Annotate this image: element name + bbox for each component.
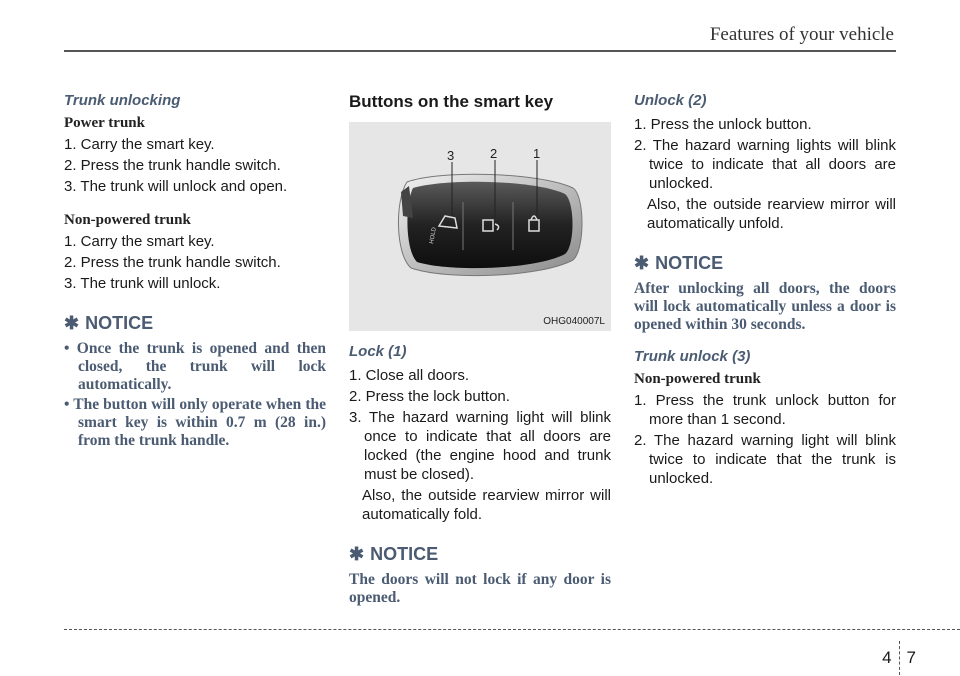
notice-star-icon: ✱ [634, 253, 650, 273]
nonpower-step-3: 3. The trunk will unlock. [64, 275, 221, 292]
smart-key-buttons-heading: Buttons on the smart key [349, 92, 554, 111]
trunk-step-1: 1. Press the trunk unlock button for more than 1 second. [634, 392, 896, 428]
smart-key-figure [349, 122, 611, 331]
lock-heading: Lock (1) [349, 343, 407, 360]
notice-heading [64, 313, 326, 334]
unlock-extra-text: Also, the outside rearview mirror will automatically unfold. [647, 196, 896, 232]
unlock-step-1: 1. Press the unlock button. [634, 116, 812, 133]
lock-step-3: 3. The hazard warning light will blink once to indicate that all doors are locked (the engine hood and trunk must be closed). [349, 409, 611, 483]
notice-bullet-2: • The button will only operate when the smart key is within 0.7 m (28 in.) from the trunk handle. [64, 396, 326, 449]
notice-text: The doors will not lock if any door is opened. [349, 571, 611, 606]
notice-bullet-1: • Once the trunk is opened and then closed, the trunk will lock automatically. [64, 340, 326, 393]
header-rule [64, 50, 896, 52]
lock-step-2: 2. Press the lock button. [349, 388, 510, 405]
nonpower-step-1: 1. Carry the smart key. [64, 233, 215, 250]
trunk-step-2: 2. The hazard warning light will blink twice to indicate that the trunk is unlocked. [634, 432, 896, 487]
notice-star-icon: ✱ [64, 313, 80, 333]
footer-dashed-rule [64, 629, 960, 630]
lock-extra-text: Also, the outside rearview mirror will automatically fold. [362, 487, 611, 523]
trunk-unlocking-heading: Trunk unlocking [64, 92, 181, 109]
page-number-value: 7 [906, 648, 916, 667]
notice-title: NOTICE [85, 313, 154, 333]
notice-text: After unlocking all doors, the doors will lock automatically unless a door is opened within 30 seconds. [634, 280, 896, 333]
notice-title: NOTICE [655, 253, 724, 273]
smart-key-illustration [349, 122, 611, 331]
page-number-separator [899, 641, 900, 675]
column-unlock [634, 92, 896, 490]
nonpower-step-2: 2. Press the trunk handle switch. [64, 254, 281, 271]
page-header-title: Features of your vehicle [709, 24, 894, 45]
callout-1: 1 [533, 146, 541, 161]
power-step-1: 1. Carry the smart key. [64, 136, 215, 153]
lock-step-1: 1. Close all doors. [349, 367, 470, 384]
nonpower-trunk-label: Non-powered trunk [64, 212, 191, 228]
power-step-3: 3. The trunk will unlock and open. [64, 178, 288, 195]
hold-label: HOLD [429, 226, 438, 245]
notice-title: NOTICE [370, 544, 439, 564]
power-trunk-label: Power trunk [64, 115, 145, 131]
notice-heading [349, 544, 611, 565]
notice-star-icon: ✱ [349, 544, 365, 564]
callout-2: 2 [490, 146, 498, 161]
notice-heading [634, 253, 896, 274]
column-trunk-unlocking [64, 92, 326, 452]
trunk-nonpower-label: Non-powered trunk [634, 371, 761, 387]
figure-code: OHG040007L [543, 316, 605, 327]
callout-3: 3 [447, 148, 455, 163]
unlock-step-2: 2. The hazard warning lights will blink twice to indicate that all doors are unlocked. [634, 137, 896, 192]
chapter-number: 4 [882, 648, 892, 667]
page-number [882, 641, 916, 675]
column-smart-key-buttons [349, 92, 611, 609]
unlock-heading: Unlock (2) [634, 92, 707, 109]
power-step-2: 2. Press the trunk handle switch. [64, 157, 281, 174]
trunk-unlock-heading: Trunk unlock (3) [634, 348, 751, 365]
